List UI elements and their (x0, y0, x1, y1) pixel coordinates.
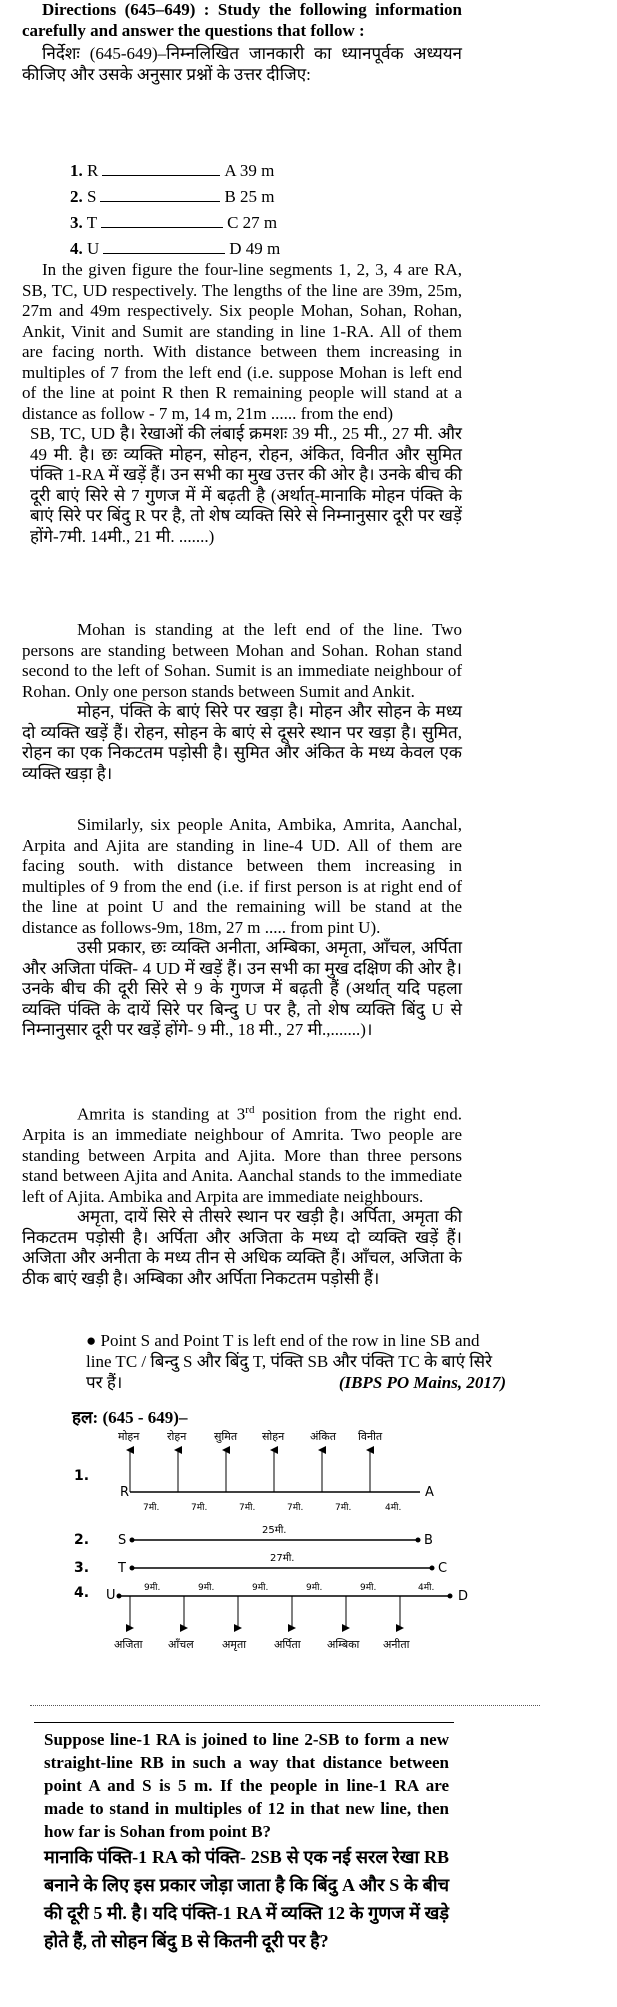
gap-label: 9मी. (360, 1583, 377, 1593)
paragraph-1 (22, 260, 462, 547)
person-4 (274, 1596, 301, 1651)
line-list (70, 158, 280, 262)
paragraph-1-hindi: SB, TC, UD है। रेखाओं की लंबाई क्रमशः 39 मी., 25 मी., 27 मी. और 49 मी. है। छः व्यक्ति मोहन, सोहन, रोहन, अंकित, विनीत और सुमित पंक्ति 1-RA में खड़ें हैं। उन सभी का मुख उत्तर की ओर है। उनके बीच की दूरी बाएं सिरे से 7 गुणज में में बढ़ती है (अर्थात्-मानाकि मोहन पंक्ति के बाएं सिरे पर बिंदु R पर है, तो शेष व्यक्ति सिरे से निम्नानुसार दूरी पर खड़ें होंगे-7मी. 14मी., 21 मी. .......) (30, 424, 462, 546)
paragraph-3-english: Similarly, six people Anita, Ambika, Amrita, Aanchal, Arpita and Ajita are standing in line-4 UD. All of them are facing south. with distance between them increasing in multiples of 9 from the end (i.e. if first person is at right end of the line at point U and the remaining will be stand at the distance as follows-9m, 18m, 27 m ..... from pint U). (22, 815, 462, 937)
person-name: आँचल (168, 1638, 194, 1651)
paragraph-4-text: Amrita is standing at 3 (77, 1104, 246, 1124)
line-4-left-point: U (106, 1588, 116, 1603)
line-4-end-dot (448, 1594, 453, 1599)
directions-hindi: निर्देशः (645-649)–निम्नलिखित जानकारी का ध्यानपूर्वक अध्ययन कीजिए और उसके अनुसार प्रश्नों के उत्तर दीजिए: (22, 44, 462, 84)
line-right-point: D 49 m (229, 239, 281, 258)
gap-label: 7मी. (191, 1503, 208, 1513)
gap-label: 4मी. (418, 1583, 435, 1593)
gap-label: 7मी. (239, 1503, 256, 1513)
line-1-number: 1. (74, 1468, 90, 1484)
question-block (44, 1728, 449, 1955)
solution-heading: हल: (645 - 649)– (72, 1408, 188, 1427)
gap-label: 9मी. (144, 1583, 161, 1593)
line-1-people (118, 1430, 383, 1492)
question-english: Suppose line-1 RA is joined to line 2-SB to form a new straight-line RB in such a way that distance between point A and S is 5 m. If the people in line-1 RA are made to stand in multiples of 12 in that new line, then how far is Sohan from point B? (44, 1730, 449, 1841)
line-3-length: 27मी. (270, 1553, 295, 1564)
gap-label: 9मी. (306, 1583, 323, 1593)
person-3 (222, 1596, 246, 1651)
line-left-point: S (87, 187, 97, 206)
line-right-point: A 39 m (224, 161, 275, 180)
line-3-end-dot (430, 1566, 435, 1571)
paragraph-2-english: Mohan is standing at the left end of the line. Two persons are standing between Mohan and Sohan. Rohan stand second to the left of Sohan. Sumit is an immediate neighbour of Rohan. Only one person stands between Sumit and Ankit. (22, 620, 462, 701)
person-2 (168, 1596, 194, 1651)
source-citation: (IBPS PO Mains, 2017) (338, 1373, 506, 1392)
person-6 (358, 1430, 383, 1492)
line-4-gaps (144, 1581, 434, 1593)
person-name: अनीता (383, 1638, 410, 1651)
person-name: अर्पिता (274, 1638, 301, 1651)
person-name: मोहन (118, 1430, 140, 1443)
person-6 (383, 1596, 410, 1651)
person-name: सुमित (214, 1430, 238, 1443)
line-1-gaps (143, 1501, 401, 1513)
dotted-divider (30, 1705, 540, 1706)
person-1 (118, 1430, 140, 1492)
line-list-item (70, 210, 280, 236)
directions-english: Directions (645–649) : Study the following information carefully and answer the questions that follow : (22, 0, 462, 40)
solution-diagram (74, 1420, 510, 1680)
line-4-right-point: D (458, 1589, 469, 1604)
line-left-point: U (87, 239, 100, 258)
line-list-item (70, 184, 280, 210)
line-1-right-point: A (425, 1485, 434, 1500)
line-number: 2. (70, 187, 83, 206)
person-1 (114, 1596, 143, 1651)
person-name: अजिता (114, 1638, 143, 1651)
gap-label: 7मी. (287, 1503, 304, 1513)
line-3-left-point: T (118, 1561, 126, 1576)
line-2-number: 2. (74, 1532, 90, 1548)
line-3-number: 3. (74, 1560, 90, 1576)
line-number: 3. (70, 213, 83, 232)
question-top-rule (34, 1722, 454, 1723)
line-left-point: R (87, 161, 99, 180)
blank-line (101, 211, 223, 228)
bullet-note (86, 1330, 506, 1393)
line-right-point: B 25 m (224, 187, 275, 206)
line-number: 1. (70, 161, 83, 180)
gap-label: 9मी. (198, 1583, 215, 1593)
line-left-point: T (86, 213, 98, 232)
person-name: रोहन (167, 1430, 187, 1443)
person-3 (214, 1430, 238, 1492)
blank-line (102, 159, 220, 176)
paragraph-3-hindi: उसी प्रकार, छः व्यक्ति अनीता, अम्बिका, अमृता, आँचल, अर्पिता और अजिता पंक्ति- 4 UD में खड़ें हैं। उन सभी का मुख दक्षिण की ओर है। उनके बीच की दूरी सिरे से 9 के गुणज में बढ़ती हैं (अर्थात् यदि पहला व्यक्ति पंक्ति के दायें सिरे पर बिन्दु U पर है, तो शेष व्यक्ति बिंदु U से निम्नानुसार दूरी पर खड़ें होंगे- 9 मी., 18 मी., 27 मी.,.......)। (22, 938, 462, 1039)
line-2-length: 25मी. (262, 1525, 287, 1536)
line-number: 4. (70, 239, 83, 258)
paragraph-4-text-cont: position from the right end. Arpita is an immediate neighbour of Amrita. Two people are standing between Arpita and Ajita. More than three persons stand between Ajita and Anita. Aanchal stands to the immediate left of Ajita. Ambika and Arpita are immediate neighbours. (22, 1104, 462, 1206)
person-5 (327, 1596, 360, 1651)
person-name: विनीत (358, 1430, 383, 1443)
paragraph-2 (22, 620, 462, 784)
person-4 (262, 1430, 285, 1492)
line-right-point: C 27 m (227, 213, 278, 232)
person-5 (310, 1430, 337, 1492)
line-3-right-point: C (438, 1561, 448, 1576)
person-name: अंकित (310, 1430, 336, 1443)
line-2-end-dot (416, 1538, 421, 1543)
line-4-number: 4. (74, 1585, 90, 1601)
gap-label: 9मी. (252, 1583, 269, 1593)
person-2 (167, 1430, 187, 1492)
paragraph-3 (22, 815, 462, 1041)
person-name: अमृता (222, 1638, 247, 1651)
ordinal-suffix: rd (245, 1104, 255, 1116)
bullet-text: Point S and Point T is left end of the row in line SB and line TC / बिन्दु S और बिंदु T, पंक्ति SB और पंक्ति TC के बाएं सिरे पर हैं। (86, 1331, 493, 1392)
line-1-left-point: R (120, 1485, 130, 1500)
directions-block (22, 0, 462, 85)
person-name: सोहन (262, 1430, 285, 1443)
paragraph-2-hindi: मोहन, पंक्ति के बाएं सिरे पर खड़ा है। मोहन और सोहन के मध्य दो व्यक्ति खड़ें हैं। रोहन, सोहन के बाएं से दूसरे स्थान पर खड़ा है। सुमित, रोहन का एक निकटतम पड़ोसी है। सुमित और अंकित के मध्य केवल एक व्यक्ति खड़ा है। (22, 702, 462, 783)
line-list-item (70, 158, 280, 184)
line-2-right-point: B (424, 1533, 433, 1548)
gap-label: 7मी. (143, 1503, 160, 1513)
line-2-left-point: S (118, 1533, 127, 1548)
paragraph-4-hindi: अमृता, दायें सिरे से तीसरे स्थान पर खड़ी है। अर्पिता, अमृता की निकटतम पड़ोसी है। अर्पिता और अजिता के मध्य दो व्यक्ति खड़ें हैं। अजिता और अनीता के मध्य तीन से अधिक व्यक्ति हैं। आँचल, अजिता के ठीक बाएं खड़ी है। अम्बिका और अर्पिता निकटतम पड़ोसी हैं। (22, 1207, 462, 1288)
gap-label: 4मी. (385, 1503, 402, 1513)
question-hindi: मानाकि पंक्ति-1 RA को पंक्ति- 2SB से एक नई सरल रेखा RB बनाने के लिए इस प्रकार जोड़ा जाता है कि बिंदु A और S के बीच की दूरी 5 मी. है। यदि पंक्ति-1 RA में व्यक्ति 12 के गुणज में खड़े होते हैं, तो सोहन बिंदु B से कितनी दूरी पर है? (44, 1847, 449, 1951)
gap-label: 7मी. (335, 1503, 352, 1513)
paragraph-4 (22, 1100, 462, 1289)
blank-line (100, 185, 220, 202)
blank-line (103, 237, 225, 254)
bullet-icon: ● (86, 1331, 97, 1350)
paragraph-1-english: In the given figure the four-line segments 1, 2, 3, 4 are RA, SB, TC, UD respectively. The lengths of the line are 39m, 25m, 27m and 49m respectively. Six people Mohan, Sohan, Rohan, Ankit, Vinit and Sumit are standing in line 1-RA. All of them are facing north. With distance between them increasing in multiples of 7 from the left end (i.e. suppose Mohan is left end of the line at point R then R remaining people will stand at a distance as follow - 7 m, 14 m, 21m ...... from the end) (22, 260, 462, 423)
person-name: अम्बिका (327, 1638, 360, 1651)
paragraph-4-english (22, 1100, 462, 1207)
line-4-people (114, 1596, 410, 1651)
line-list-item (70, 236, 280, 262)
